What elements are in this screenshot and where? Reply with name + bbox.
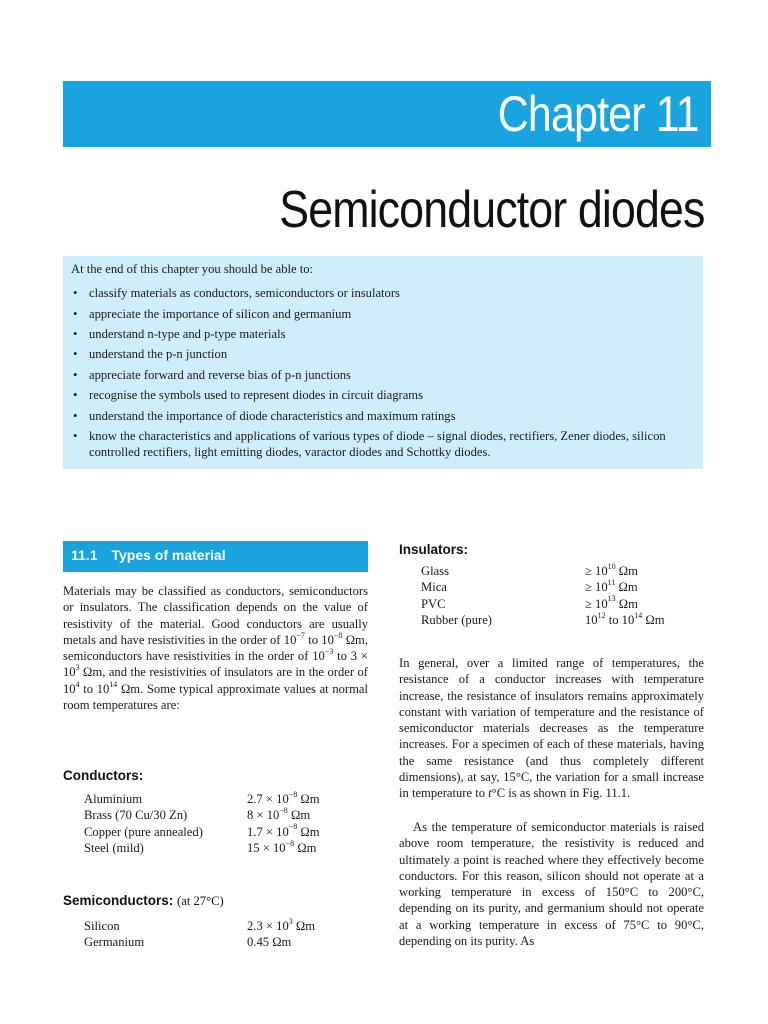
objective-item: • understand the importance of diode characteristics and maximum ratings	[73, 408, 456, 423]
objective-item: • know the characteristics and applications of various types of diode – signal diodes, rectifiers, Zener diodes, silicon controlled rectifiers, light emitting diodes, varactor diodes and Schottky diodes.	[73, 428, 666, 460]
bullet-icon: •	[73, 347, 78, 362]
table-row: Brass (70 Cu/30 Zn) $8 \times 10^{-8}$ Ωm	[84, 806, 311, 823]
table-row: Steel (mild) $15 \times 10^{-8}$ Ωm	[84, 838, 317, 855]
chapter-banner	[63, 81, 711, 147]
objective-item: • understand the p-n junction	[73, 347, 228, 362]
objective-item: • recognise the symbols used to represent diodes in circuit diagrams	[73, 388, 423, 403]
semiconductors-heading: Semiconductors: (at 27°C)	[63, 893, 224, 908]
insulators-heading: Insulators:	[399, 542, 469, 557]
semiconductors-table	[84, 918, 364, 951]
objectives-list	[71, 285, 695, 460]
bullet-icon: •	[73, 367, 78, 382]
table-row: Rubber (pure) $10^{12}$ to $10^{14}$ Ωm	[421, 610, 665, 627]
table-row: Germanium 0.45 Ωm	[84, 935, 292, 950]
section-title: Types of material	[111, 547, 226, 563]
table-row: PVC ≥ $10^{13}$ Ωm	[421, 594, 638, 611]
section-heading	[63, 541, 368, 572]
paragraph-operating-temperature: As the temperature of semiconductor materials is raised above room temperature, the resistivity is reduced and ultimately a point is reached where they effectively become conductors. For this reason, silicon should not operate at a working temperature in excess of 150°C to 200°C, depending on its purity, and germanium should not operate at a working temperature in excess of 75°C to 90°C, depending on its purity. As	[399, 820, 704, 949]
conductors-table	[84, 791, 364, 856]
objectives-intro: At the end of this chapter you should be able to:	[71, 262, 314, 276]
objective-item: • classify materials as conductors, semiconductors or insulators	[73, 286, 400, 301]
table-row: Glass ≥ $10^{10}$ Ωm	[421, 561, 638, 578]
objective-item: • appreciate forward and reverse bias of p-n junctions	[73, 367, 351, 382]
table-row: Mica ≥ $10^{11}$ Ωm	[421, 578, 638, 595]
objective-item: • appreciate the importance of silicon and germanium	[73, 306, 352, 321]
learning-objectives-box	[63, 256, 703, 469]
insulators-table	[421, 563, 701, 628]
semiconductors-note: (at 27°C)	[177, 894, 224, 908]
conductors-heading: Conductors:	[63, 768, 144, 783]
chapter-title: Semiconductor diodes	[279, 181, 705, 239]
section-number: 11.1	[71, 547, 98, 563]
bullet-icon: •	[73, 388, 78, 403]
bullet-icon: •	[73, 408, 78, 423]
paragraph-temperature-effect: In general, over a limited range of temperatures, the resistance of a conductor increases with temperature increase, the resistance of insulators remains approximately constant with variation of temperature and the resistance of semiconductor materials decreases as the temperature increases. For a specimen of each of these materials, having the same resistance (and thus completely different dimensions), at say, 15°C, the variation for a small increase in temperature to t°C is as shown in Fig. 11.1.	[399, 656, 704, 801]
bullet-icon: •	[73, 327, 78, 342]
table-row: Silicon $2.3 \times 10^3$ Ωm	[84, 916, 316, 933]
bullet-icon: •	[73, 286, 78, 301]
table-row: Copper (pure annealed) $1.7 \times 10^{-8}$ Ωm	[84, 822, 320, 839]
bullet-icon: •	[73, 428, 78, 443]
paragraph-resistivity-intro: Materials may be classified as conductors, semiconductors or insulators. The classification depends on the value of resistivity of the material. Good conductors are usually metals and have resistivities in the order of $10^{-7}$ to $10^{-8}$ Ωm, semiconductors have resistivities in the order of $10^{-3}$ to $3 \times 10^3$ Ωm, and the resistivities of insulators are in the order of $10^4$ to $10^{14}$ Ωm. Some typical approximate values at normal room temperatures are:	[63, 584, 369, 713]
chapter-label: Chapter 11	[498, 86, 699, 142]
bullet-icon: •	[73, 306, 78, 321]
objective-item: • understand n-type and p-type materials	[73, 327, 286, 342]
table-row: Aluminium $2.7 \times 10^{-8}$ Ωm	[84, 789, 320, 806]
